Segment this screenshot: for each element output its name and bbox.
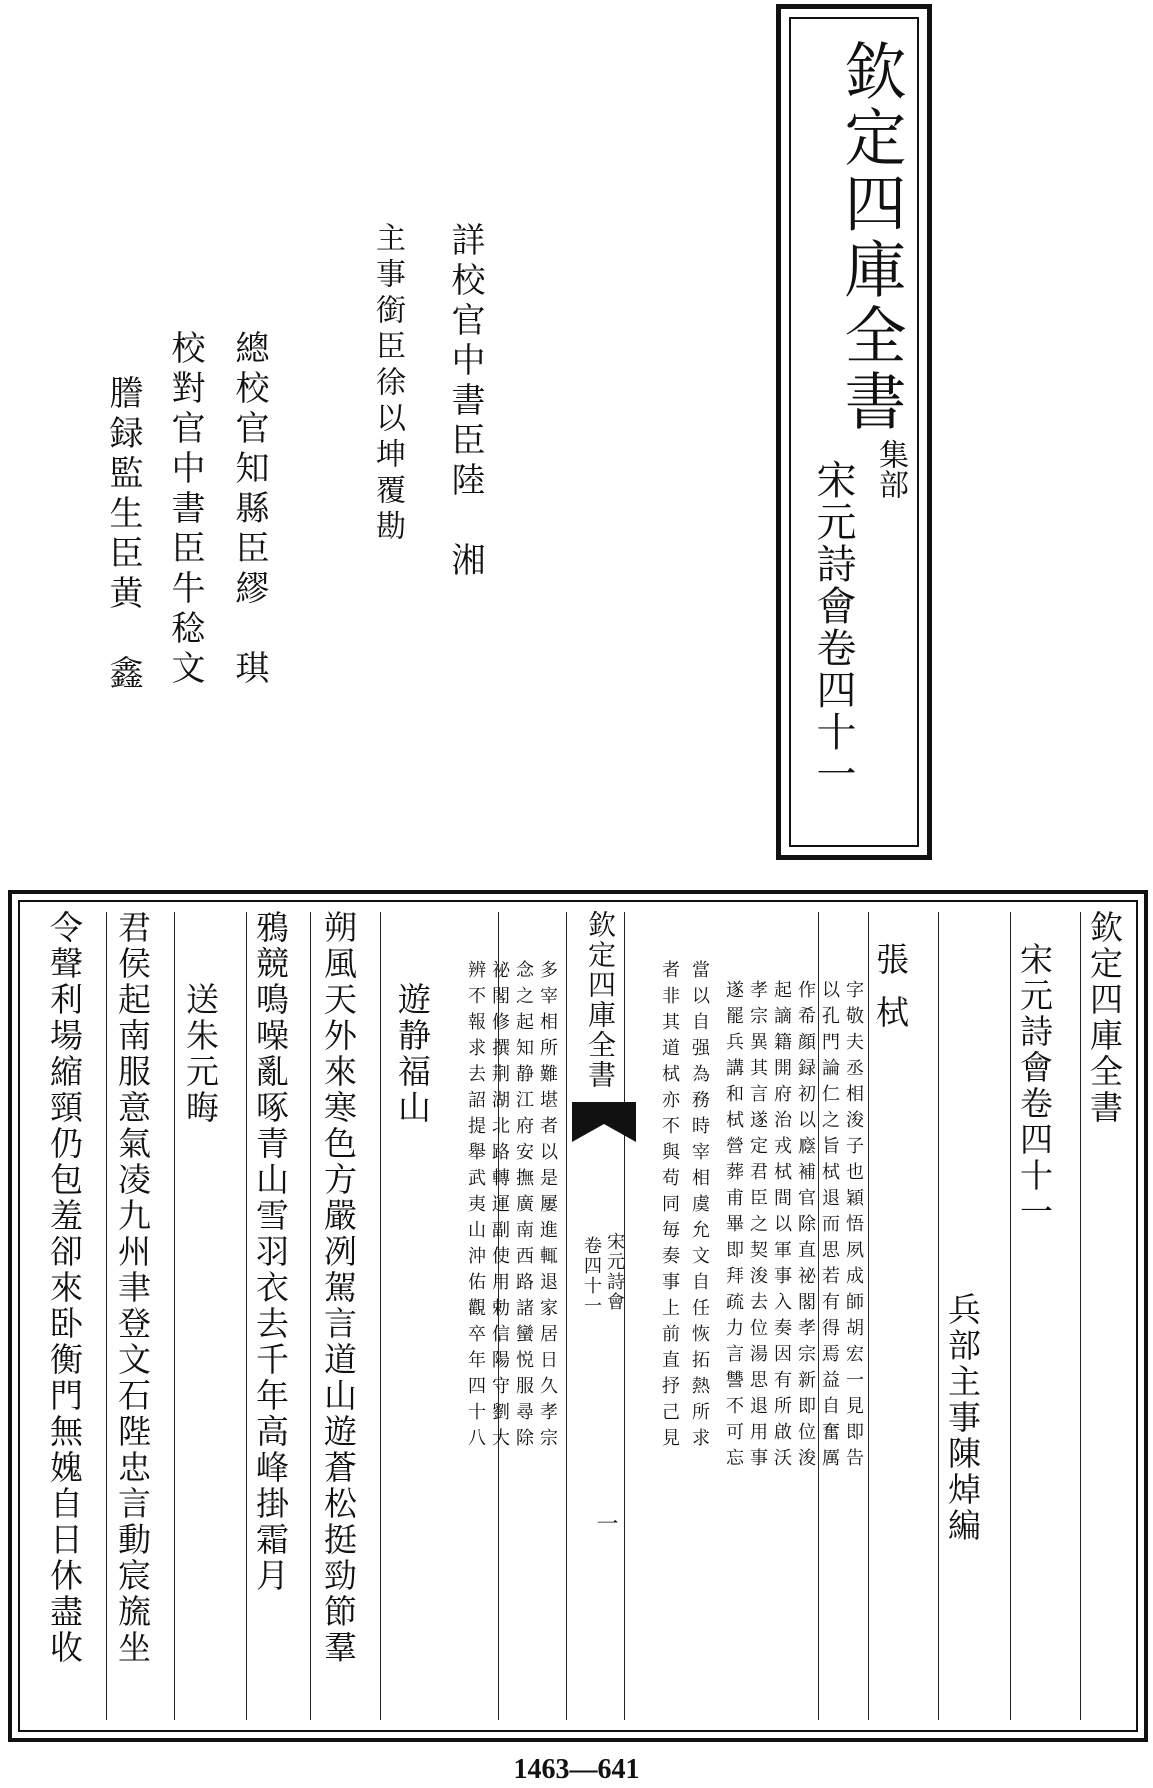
column-rule xyxy=(106,912,107,1720)
centerfold-title: 欽定四庫全書 xyxy=(584,910,617,1090)
volume-title: 宋元詩會卷四十一 xyxy=(810,459,856,795)
collection-label: 集部 xyxy=(873,439,908,499)
page-header-title: 欽定四庫全書 xyxy=(1085,910,1124,1126)
author-name: 張栻 xyxy=(871,942,910,1048)
bio-line: 遂罷兵講和栻營葬甫畢即拜疏力言讐不可忘 xyxy=(723,980,744,1474)
staff-line-5: 謄録監生臣黄 鑫 xyxy=(103,375,143,695)
column-rule xyxy=(246,912,247,1720)
book-page-frame xyxy=(8,890,1148,1742)
centerfold-page-number: 一 xyxy=(593,1512,618,1534)
centerfold-volume: 宋元詩會 xyxy=(604,1232,625,1312)
bio-line: 作希顔録初以廕補官除直祕閣孝宗新即位浚 xyxy=(795,980,816,1474)
centerfold-rule-right xyxy=(566,912,567,1720)
column-rule xyxy=(1080,912,1081,1720)
column-rule xyxy=(624,912,625,1720)
staff-line-4: 校對官中書臣牛稔文 xyxy=(165,330,205,690)
bio-line: 孝宗異其言遂定君臣之契浚去位湯思退用事 xyxy=(747,980,768,1474)
fishtail-mark xyxy=(572,1102,636,1142)
bio-line: 辨不報求去詔提舉武夷山沖佑觀卒年四十八 xyxy=(465,960,486,1454)
poem-title-1: 遊静福山 xyxy=(393,982,432,1126)
bio-line: 祕閣修撰荆湖北路轉運副使用勅信陽守劉大 xyxy=(489,960,510,1454)
poem-title-2: 送朱元晦 xyxy=(181,982,220,1126)
bio-line: 當以自强為務時宰相虞允文自任恢拓熱所求 xyxy=(689,960,710,1454)
book-page-inner-border xyxy=(18,900,1138,1732)
column-rule xyxy=(380,912,381,1720)
poem-line: 令聲利場縮頸仍包羞卻來卧衡門無媿自日休盡收 xyxy=(45,910,84,1666)
staff-line-3: 總校官知縣臣繆 琪 xyxy=(229,330,269,690)
column-rule xyxy=(1010,912,1011,1720)
title-box-inner-border xyxy=(789,17,919,847)
poem-line: 朔風天外來寒色方嚴冽駕言道山遊蒼松挺勁節羣 xyxy=(319,910,358,1666)
column-rule xyxy=(868,912,869,1720)
staff-line-1: 詳校官中書臣陸 湘 xyxy=(445,222,485,582)
centerfold-volume-number: 卷四十一 xyxy=(581,1236,602,1316)
poem-line: 君侯起南服意氣凌九州聿登文石陛忠言動宸旒坐 xyxy=(113,910,152,1666)
page-compiler: 兵部主事陳焯編 xyxy=(943,1292,982,1544)
footer-page-number: 1463—641 xyxy=(513,1754,640,1785)
page-book-title: 宋元詩會卷四十一 xyxy=(1015,942,1054,1230)
bio-line: 多宰相所難堪者以是屢進輒退家居日久孝宗 xyxy=(537,960,558,1454)
column-rule xyxy=(174,912,175,1720)
poem-line: 鴉競鳴噪亂啄青山雪羽衣去千年高峰掛霜月 xyxy=(251,910,290,1594)
column-rule xyxy=(310,912,311,1720)
bio-line: 字敬夫丞相浚子也穎悟夙成師胡宏一見即告 xyxy=(843,980,864,1474)
column-rule xyxy=(938,912,939,1720)
staff-line-2: 主事銜臣徐以坤覆勘 xyxy=(370,222,405,546)
bio-line: 念之起知静江府安撫廣南西路諸蠻悦服尋除 xyxy=(513,960,534,1454)
bio-line: 起謫籍開府治戎栻間以軍事入奏因有所啟沃 xyxy=(771,980,792,1474)
bio-line: 以孔門論仁之旨栻退而思若有得焉益自奮厲 xyxy=(819,980,840,1474)
bio-line: 者非其道栻亦不與苟同毎奏事上前直抒己見 xyxy=(659,960,680,1454)
main-title: 欽定四庫全書 xyxy=(834,39,907,435)
title-box xyxy=(776,4,932,860)
